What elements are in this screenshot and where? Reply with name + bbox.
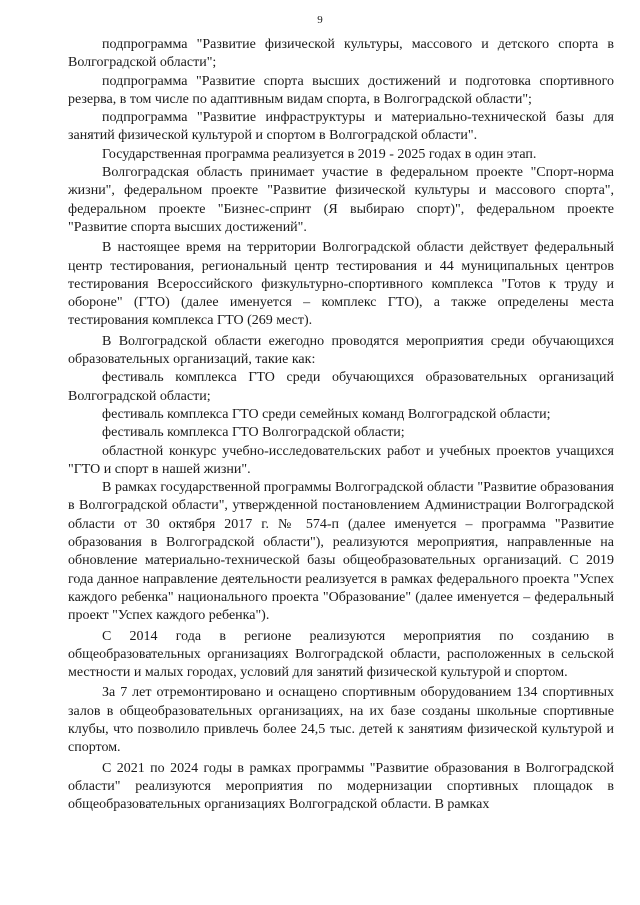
list-item-festival-region: фестиваль комплекса ГТО Волгоградской области; xyxy=(102,425,405,441)
paragraph-sports-grounds: С 2021 по 2024 годы в рамках программы "Развитие образования в Волгоградской области" реализуются мероприятия по модернизации спортивных площадок в общеобразовательных организациях Волгоградской области. В рамках xyxy=(68,760,614,813)
list-item-research-contest: областной конкурс учебно-исследовательских работ и учебных проектов учащихся "ГТО и спорт в нашей жизни". xyxy=(68,443,614,477)
document-body xyxy=(68,36,614,814)
paragraph-annual-events: В Волгоградской области ежегодно проводятся мероприятия среди обучающихся образовательных организаций, такие как: xyxy=(68,333,614,368)
paragraph-education-program: В рамках государственной программы Волгоградской области "Развитие образования в Волгоградской области", утвержденной постановлением Администрации Волгоградской области от 30 октября 2017 г. № 574-п (далее именуется – программа "Развитие образования в Волгоградской области"), реализуются мероприятия, направленные на обновление материально-технической базы общеобразовательных организаций. С 2019 года данное направление деятельности реализуется в рамках федерального проекта "Успех каждого ребенка" национального проекта "Образование" (далее именуется – федеральный проект "Успех каждого ребенка"). xyxy=(68,480,614,624)
paragraph-federal-projects: Волгоградская область принимает участие в федеральном проекте "Спорт-норма жизни", федеральном проекте "Развитие физической культуры и массового спорта", федеральном проекте "Бизнес-спринт (Я выбираю спорт)", федеральном проекте "Развитие спорта высших достижений". xyxy=(68,165,614,235)
paragraph-gto-centers: В настоящее время на территории Волгоградской области действует федеральный центр тестирования, региональный центр тестирования и 44 муниципальных центров тестирования Всероссийского физкультурно-спортивного комплекса "Готов к труду и обороне" (ГТО) (далее именуется – комплекс ГТО), а также определены места тестирования комплекса ГТО (269 мест). xyxy=(68,240,614,329)
page-number: 9 xyxy=(317,14,323,26)
paragraph-subprogram-infrastructure: подпрограмма "Развитие инфраструктуры и материально-технической базы для занятий физической культурой и спортом в Волгоградской области". xyxy=(68,110,614,144)
paragraph-subprogram-mass-sport: подпрограмма "Развитие физической культуры, массового и детского спорта в Волгоградской области"; xyxy=(68,37,614,71)
paragraph-subprogram-high-achievement: подпрограмма "Развитие спорта высших достижений и подготовка спортивного резерва, в том числе по адаптивным видам спорта, в Волгоградской области"; xyxy=(68,73,614,107)
paragraph-rural-schools: С 2014 года в регионе реализуются мероприятия по созданию в общеобразовательных организациях Волгоградской области, расположенных в сельской местности и малых городах, условий для занятий физической культурой и спортом. xyxy=(68,628,614,681)
paragraph-sports-halls: За 7 лет отремонтировано и оснащено спортивным оборудованием 134 спортивных залов в общеобразовательных организациях, на их базе созданы школьные спортивные клубы, что позволило привлечь более 24,5 тыс. детей к занятиям физической культурой и спортом. xyxy=(68,685,614,756)
list-item-festival-students: фестиваль комплекса ГТО среди обучающихся образовательных организаций Волгоградской области; xyxy=(68,370,614,404)
list-item-festival-families: фестиваль комплекса ГТО среди семейных команд Волгоградской области; xyxy=(102,406,551,422)
paragraph-program-period: Государственная программа реализуется в 2019 - 2025 годах в один этап. xyxy=(102,146,537,162)
